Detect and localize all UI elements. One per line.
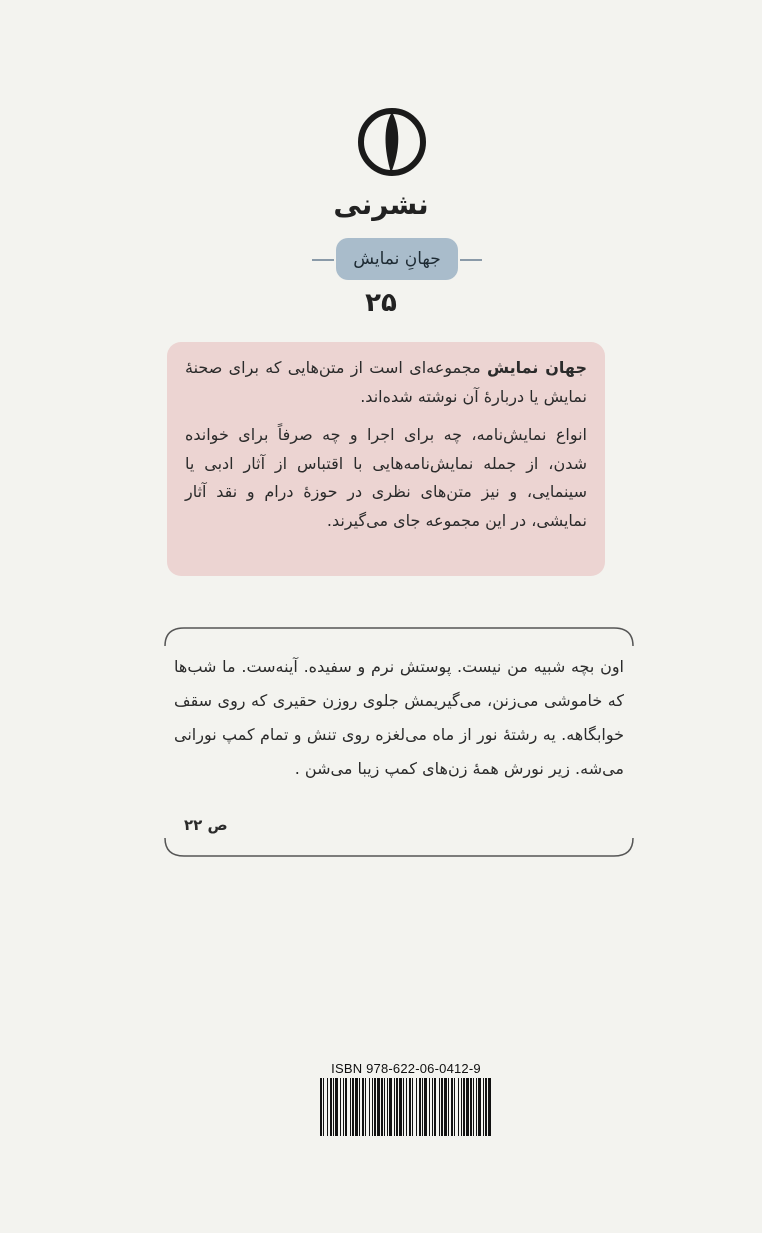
series-line-right	[460, 259, 482, 261]
series-line-left	[312, 259, 334, 261]
quote-text: اون بچه شبیه من نیست. پوستش نرم و سفیده. آینه‌ست. ما شب‌ها که خاموشی می‌زنن، می‌گیریمش جلوی روزن حقیری که روی سقف خوابگاهه. یه رشتهٔ نور از ماه می‌لغزه روی تنش و تمام کمپ نورانی می‌شه. زیر نورش همهٔ زن‌های کمپ زیبا می‌شن .	[174, 657, 624, 778]
description-lead	[185, 354, 587, 411]
quote-page-ref: ص ۲۲	[184, 816, 228, 834]
series-title: جهانِ نمایش	[336, 238, 458, 280]
series-description	[167, 342, 605, 576]
series-number: ۲۵	[365, 288, 397, 318]
isbn-barcode	[318, 1078, 494, 1138]
quote-excerpt	[164, 626, 634, 858]
publisher-name: نشرنی	[333, 188, 429, 221]
series-label	[312, 238, 482, 280]
isbn-label: ISBN 978-622-06-0412-9	[331, 1061, 481, 1076]
description-lead-rest: مجموعه‌ای است از متن‌هایی که برای صحنهٔ نمایش یا دربارهٔ آن نوشته شده‌اند.	[185, 358, 587, 406]
publisher-logo	[356, 97, 428, 187]
description-body: انواع نمایش‌نامه، چه برای اجرا و چه صرفاً برای خوانده شدن، از جمله نمایش‌نامه‌هایی با اقتباس از آثار ادبی یا سینمایی، و نیز متن‌های نظری در حوزهٔ درام و نقد آثار نمایشی، در این مجموعه جای می‌گیرند.	[185, 425, 587, 530]
description-lead-bold: جهان نمایش	[487, 358, 587, 377]
